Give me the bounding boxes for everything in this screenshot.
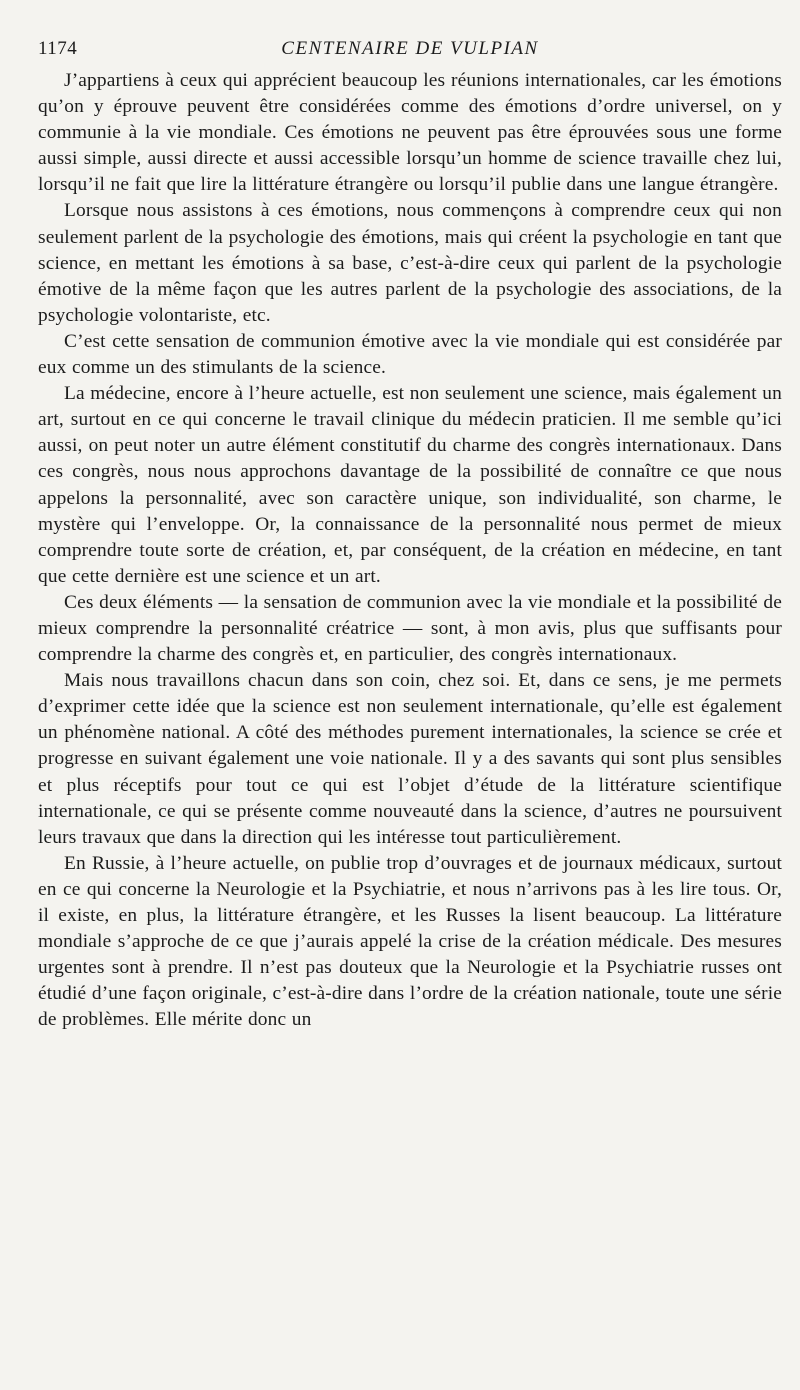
paragraph-7: En Russie, à l’heure actuelle, on publie trop d’ouvrages et de journaux médicaux, surtout en ce qui concerne la Neurologie et la Psychiatrie, et nous n’arrivons pas à les lire tous. Or, il existe, en plus, la littérature étrangère, et les Russes la lisent beaucoup. La littérature mondiale s’approche de ce que j’aurais appelé la crise de la création médicale. Des mesures urgentes sont à prendre. Il n’est pas douteux que la Neurologie et la Psychiatrie russes ont étudié d’une façon originale, c’est-à-dire dans l’ordre de la création nationale, toute une série de problèmes. Elle mérite donc un [38, 852, 782, 1031]
paragraph-4: La médecine, encore à l’heure actuelle, est non seulement une science, mais également un art, surtout en ce qui concerne le travail clinique du médecin praticien. Il me semble qu’ici aussi, on peut noter un autre élément constitutif du charme des congrès internationaux. Dans ces congrès, nous nous approchons davantage de la possibilité de connaître ce que nous appelons la personnalité, avec son caractère unique, son individualité, son charme, le mystère qui l’enveloppe. Or, la connaissance de la personnalité nous permet de mieux comprendre toute sorte de création, et, par conséquent, de la création en médecine, en tant que cette dernière est une science et un art. [38, 383, 782, 587]
paragraph-5: Ces deux éléments — la sensation de communion avec la vie mondiale et la possibilité de mieux comprendre la personnalité créatrice — sont, à mon avis, plus que suffisants pour comprendre la charme des congrès et, en particulier, des congrès internationaux. [38, 591, 782, 666]
paragraph-1: J’appartiens à ceux qui apprécient beaucoup les réunions internationales, car les émotions qu’on y éprouve peuvent être considérées comme des émotions d’ordre universel, on y communie à la vie mondiale. Ces émotions ne peuvent pas être éprouvées sous une forme aussi simple, aussi directe et aussi accessible lorsqu’un homme de science travaille chez lui, lorsqu’il ne fait que lire la littérature étrangère ou lorsqu’il publie dans une langue étrangère. [38, 70, 782, 196]
paragraph-3: C’est cette sensation de communion émotive avec la vie mondiale qui est considérée par eux comme un des stimulants de la science. [38, 330, 782, 379]
page-header [38, 38, 782, 68]
running-title: CENTENAIRE DE VULPIAN [281, 38, 539, 59]
document-page [38, 38, 782, 1033]
body-text [38, 68, 782, 1033]
page-number: 1174 [38, 38, 78, 59]
paragraph-2: Lorsque nous assistons à ces émotions, nous commençons à comprendre ceux qui non seulement parlent de la psychologie des émotions, mais qui créent la psychologie en tant que science, en mettant les émotions à sa base, c’est-à-dire ceux qui parlent de la psychologie émotive de la même façon que les autres parlent de la psychologie des associations, de la psychologie volontariste, etc. [38, 200, 782, 326]
paragraph-6: Mais nous travaillons chacun dans son coin, chez soi. Et, dans ce sens, je me permets d’exprimer cette idée que la science est non seulement internationale, qu’elle est également un phénomène national. A côté des méthodes purement internationales, la science se crée et progresse en suivant également une voie nationale. Il y a des savants qui sont plus sensibles et plus réceptifs pour tout ce qui est l’objet d’étude de la littérature scientifique internationale, ce qui se présente comme nouveauté dans la science, d’autres ne poursuivent leurs travaux que dans la direction qui les intéresse tout particulièrement. [38, 670, 782, 848]
